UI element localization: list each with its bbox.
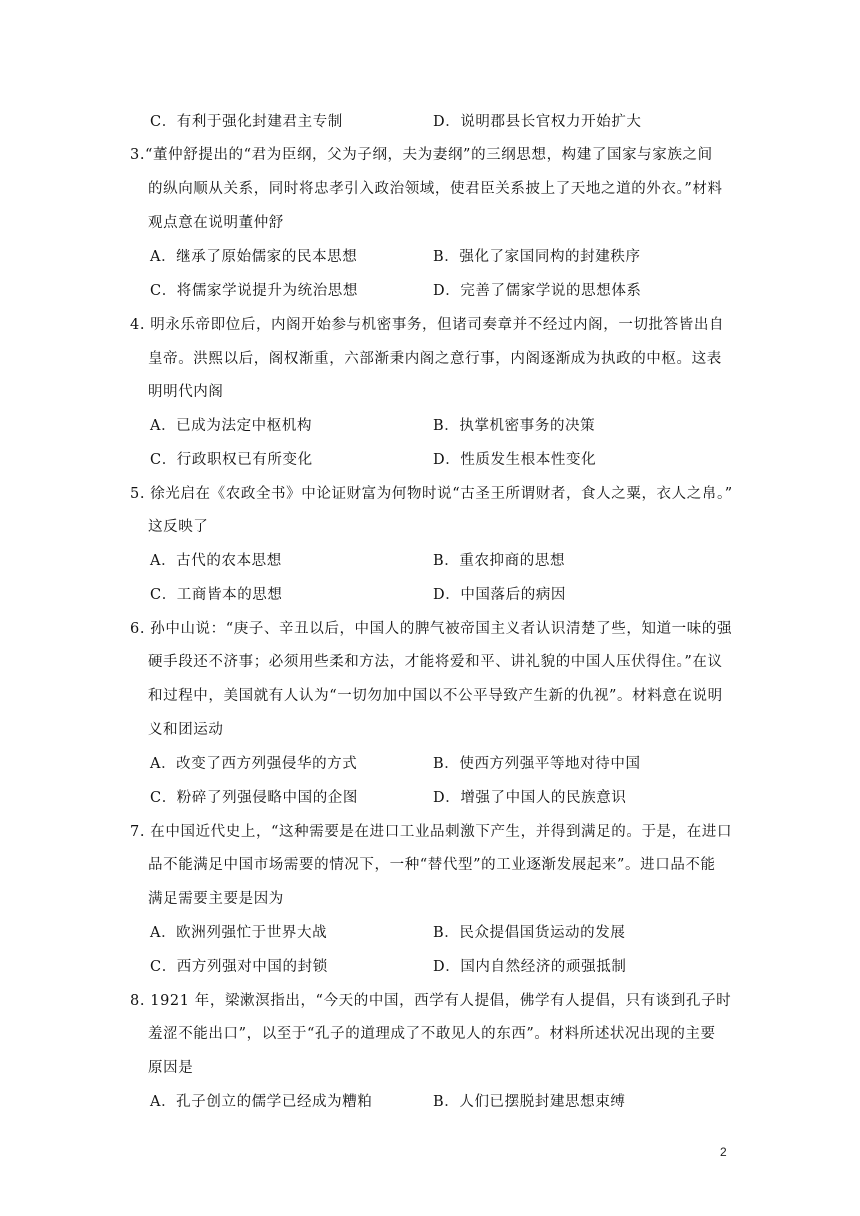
q6-option-d: D．增强了中国人的民族意识 [433, 790, 627, 806]
q8-stem-line-3: 原因是 [148, 1060, 194, 1076]
q3-option-b: B．强化了家国同构的封建秩序 [433, 249, 641, 265]
q8-stem-line-2: 羞涩不能出口”，以至于“孔子的道理成了不敢见人的东西”。材料所述状况出现的主要 [148, 1026, 716, 1042]
q3-option-c: C．将儒家学说提升为统治思想 [150, 283, 358, 299]
q5-stem-line-2: 这反映了 [148, 519, 209, 535]
q6-stem-line-3: 和过程中，美国就有人认为“一切勿加中国以不公平导致产生新的仇视”。材料意在说明 [148, 688, 723, 704]
q7-option-b: B．民众提倡国货运动的发展 [433, 925, 626, 941]
q4-stem-line-1: 4. 明永乐帝即位后，内阁开始参与机密事务，但诸司奏章并不经过内阁，一切批答皆出自 [130, 317, 725, 333]
q5-option-a: A．古代的农本思想 [150, 553, 282, 569]
q3-stem-line-1: 3.“董仲舒提出的“君为臣纲，父为子纲，夫为妻纲”的三纲思想，构建了国家与家族之间 [130, 147, 713, 163]
q6-stem-line-2: 硬手段还不济事；必须用些柔和方法，才能将爱和平、讲礼貌的中国人压伏得住。”在议 [148, 654, 723, 670]
q7-stem-line-1: 7. 在中国近代史上，“这种需要是在进口工业品刺激下产生，并得到满足的。于是，在进口 [130, 824, 733, 840]
q3-option-d: D．完善了儒家学说的思想体系 [433, 283, 642, 299]
q5-option-b: B．重农抑商的思想 [433, 553, 566, 569]
q3-stem-line-3: 观点意在说明董仲舒 [148, 215, 284, 231]
q7-stem-line-2: 品不能满足中国市场需要的情况下，一种“替代型”的工业逐渐发展起来”。进口品不能 [148, 857, 716, 873]
q4-stem-line-2: 皇帝。洪熙以后，阁权渐重，六部渐秉内阁之意行事，内阁逐渐成为执政的中枢。这表 [148, 351, 722, 367]
q2-option-c: C．有利于强化封建君主专制 [150, 114, 343, 130]
q7-stem-line-3: 满足需要主要是因为 [148, 891, 284, 907]
q5-stem-line-1: 5. 徐光启在《农政全书》中论证财富为何物时说“古圣王所谓财者，食人之粟，衣人之帛。” [130, 486, 733, 502]
q5-option-d: D．中国落后的病因 [433, 587, 567, 603]
q8-stem-line-1: 8. 1921 年，梁漱溟指出，“今天的中国，西学有人提倡，佛学有人提倡，只有谈到孔子时 [130, 993, 732, 1009]
q4-option-c: C．行政职权已有所变化 [150, 452, 313, 468]
q8-option-a: A．孔子创立的儒学已经成为糟粕 [150, 1094, 373, 1110]
q4-option-a: A．已成为法定中枢机构 [150, 418, 313, 434]
q7-option-a: A．欧洲列强忙于世界大战 [150, 925, 328, 941]
q4-option-b: B．执掌机密事务的决策 [433, 418, 596, 434]
page-number: 2 [720, 1145, 727, 1159]
q6-option-c: C．粉碎了列强侵略中国的企图 [150, 790, 358, 806]
q4-stem-line-3: 明明代内阁 [148, 384, 224, 400]
q6-stem-line-1: 6. 孙中山说：“庚子、辛丑以后，中国人的脾气被帝国主义者认识清楚了些，知道一味的强 [130, 621, 733, 637]
q4-option-d: D．性质发生根本性变化 [433, 452, 597, 468]
q6-option-a: A．改变了西方列强侵华的方式 [150, 756, 358, 772]
q8-option-b: B．人们已摆脱封建思想束缚 [433, 1094, 626, 1110]
q3-option-a: A．继承了原始儒家的民本思想 [150, 249, 358, 265]
q7-option-c: C．西方列强对中国的封锁 [150, 959, 328, 975]
q6-option-b: B．使西方列强平等地对待中国 [433, 756, 641, 772]
q6-stem-line-4: 义和团运动 [148, 722, 224, 738]
q7-option-d: D．国内自然经济的顽强抵制 [433, 959, 627, 975]
q2-option-d: D．说明郡县长官权力开始扩大 [433, 114, 642, 130]
q3-stem-line-2: 的纵向顺从关系，同时将忠孝引入政治领域，使君臣关系披上了天地之道的外衣。”材料 [148, 181, 723, 197]
q5-option-c: C．工商皆本的思想 [150, 587, 283, 603]
